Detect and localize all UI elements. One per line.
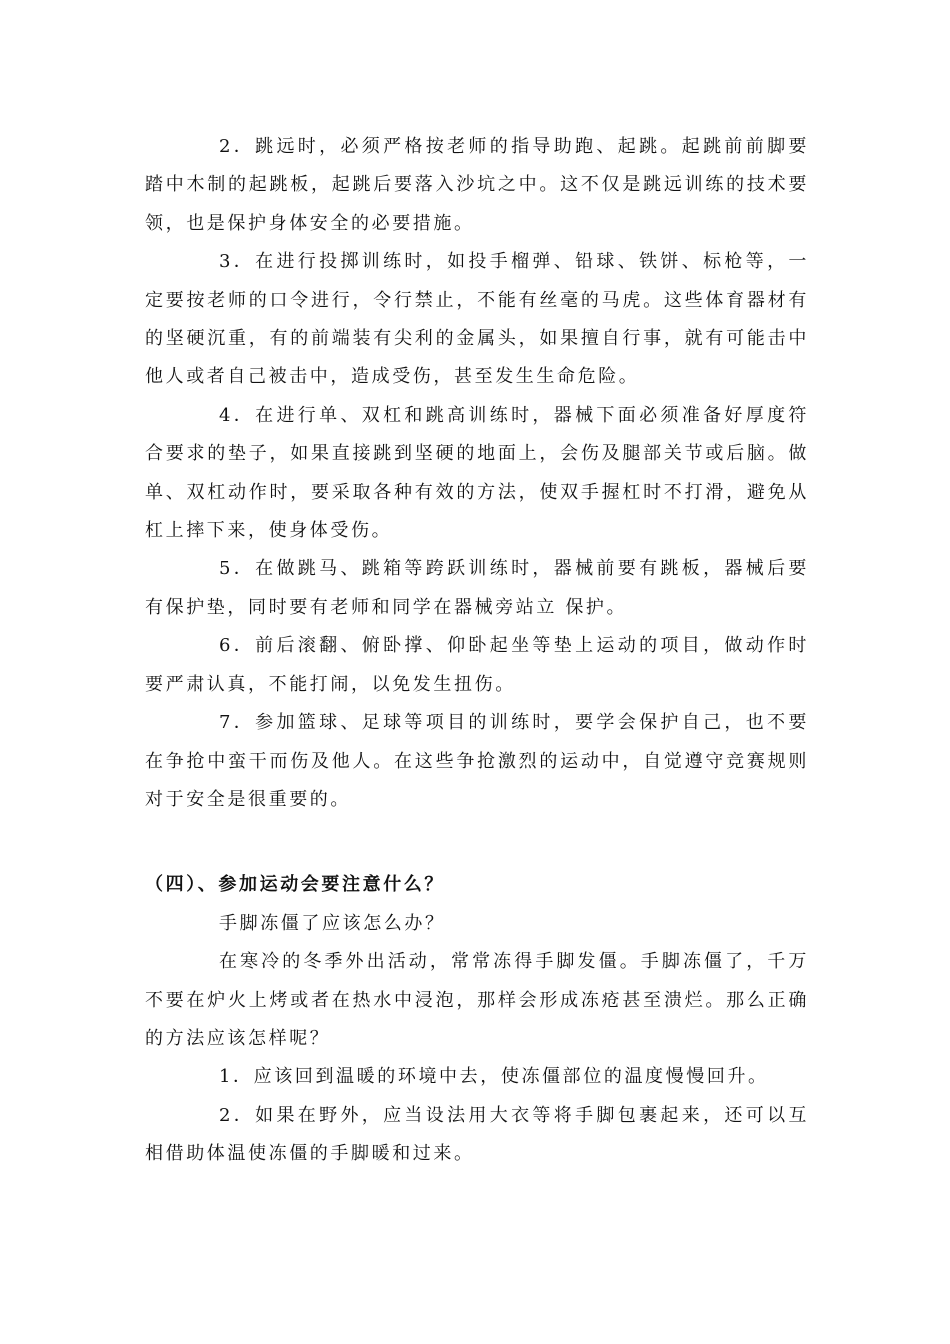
paragraph-vaulting: 5．在做跳马、跳箱等跨跃训练时，器械前要有跳板，器械后要有保护垫，同时要有老师和同学在器械旁站立 保护。 [145, 558, 809, 618]
paragraph-mat-exercises: 6．前后滚翻、俯卧撑、仰卧起坐等垫上运动的项目，做动作时要严肃认真，不能打闹，以免发生扭伤。 [145, 635, 809, 695]
sub-question: 手脚冻僵了应该怎么办？ [219, 912, 446, 934]
paragraph-ball-games: 7．参加篮球、足球等项目的训练时，要学会保护自己，也不要在争抢中蛮干而伤及他人。在这些争抢激烈的运动中，自觉遵守竞赛规则对于安全是很重要的。 [145, 712, 809, 810]
paragraph-frozen-intro: 在寒冷的冬季外出活动，常常冻得手脚发僵。手脚冻僵了，千万不要在炉火上烤或者在热水中浸泡，那样会形成冻疮甚至溃烂。那么正确的方法应该怎样呢？ [145, 951, 809, 1049]
paragraph-frozen-step-2: 2．如果在野外，应当设法用大衣等将手脚包裹起来，还可以互相借助体温使冻僵的手脚暖和过来。 [145, 1104, 809, 1165]
section-heading: （四）、参加运动会要注意什么？ [145, 874, 445, 896]
paragraph-bars-high-jump: 4．在进行单、双杠和跳高训练时，器械下面必须准备好厚度符合要求的垫子，如果直接跳到坚硬的地面上，会伤及腿部关节或后脑。做单、双杠动作时，要采取各种有效的方法，使双手握杠时不打滑，避免从杠上摔下来，使身体受伤。 [145, 404, 809, 542]
paragraph-long-jump: 2．跳远时，必须严格按老师的指导助跑、起跳。起跳前前脚要踏中木制的起跳板，起跳后要落入沙坑之中。这不仅是跳远训练的技术要领，也是保护身体安全的必要措施。 [145, 136, 809, 234]
paragraph-frozen-step-1: 1．应该回到温暖的环境中去，使冻僵部位的温度慢慢回升。 [219, 1066, 769, 1088]
document-body [145, 128, 809, 1174]
paragraph-throwing: 3．在进行投掷训练时，如投手榴弹、铅球、铁饼、标枪等，一定要按老师的口令进行，令行禁止，不能有丝毫的马虎。这些体育器材有的坚硬沉重，有的前端装有尖利的金属头，如果擅自行事，就有可能击中他人或者自己被击中，造成受伤，甚至发生生命危险。 [145, 251, 809, 388]
